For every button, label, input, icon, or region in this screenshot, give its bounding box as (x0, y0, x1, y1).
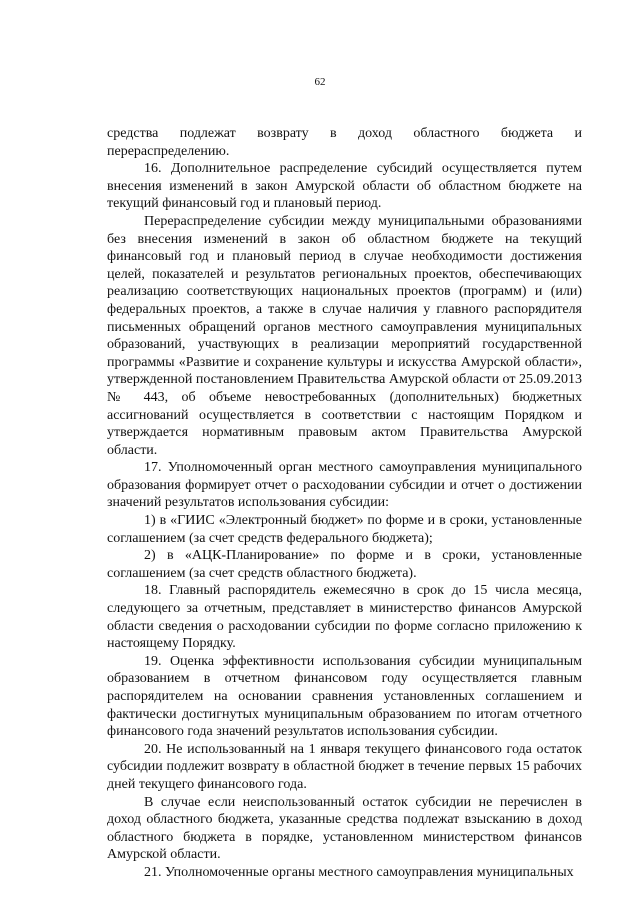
paragraph-20: 20. Не использованный на 1 января текущего финансового года остаток субсидии подлежит возврату в областной бюджет в течение первых 15 рабочих дней текущего финансового года. (107, 741, 582, 792)
document-body (107, 125, 582, 882)
paragraph-unused-balance: В случае если неиспользованный остаток субсидии не перечислен в доход областного бюджета, указанные средства подлежат взысканию в доход областного бюджета в порядке, установленном министерством финансов Амурской области. (107, 794, 582, 863)
paragraph-17-item-1: 1) в «ГИИС «Электронный бюджет» по форме и в сроки, установленные соглашением (за счет средств федерального бюджета); (107, 513, 582, 546)
page-number: 62 (314, 76, 326, 88)
paragraph-continuation: средства подлежат возврату в доход областного бюджета и перераспределению. (107, 126, 582, 159)
paragraph-19: 19. Оценка эффективности использования субсидии муниципальным образованием в отчетном финансовом году осуществляется главным распорядителем на основании сравнения установленных соглашением и фактически достигнутых муниципальным образованием по итогам отчетного финансового года значений результатов использования субсидии. (107, 653, 582, 740)
paragraph-17: 17. Уполномоченный орган местного самоуправления муниципального образования формирует отчет о расходовании субсидии и отчет о достижении значений результатов использования субсидии: (107, 460, 582, 511)
paragraph-17-item-2: 2) в «АЦК-Планирование» по форме и в сроки, установленные соглашением (за счет средств областного бюджета). (107, 548, 582, 581)
paragraph-21: 21. Уполномоченные органы местного самоуправления муниципальных (144, 864, 574, 880)
paragraph-16: 16. Дополнительное распределение субсидий осуществляется путем внесения изменений в закон Амурской области об областном бюджете на текущий финансовый год и плановый период. (107, 161, 582, 212)
paragraph-18: 18. Главный распорядитель ежемесячно в срок до 15 числа месяца, следующего за отчетным, представляет в министерство финансов Амурской области сведения о расходовании субсидии по форме согласно приложению к настоящему Порядку. (107, 583, 582, 652)
paragraph-redistribution: Перераспределение субсидии между муниципальными образованиями без внесения изменений в закон об областном бюджете на текущий финансовый год и плановый период в случае необходимости достижения целей, показателей и результатов региональных проектов, обеспечивающих реализацию соответствующих национальных проектов (программ) и (или) федеральных проектов, а также в случае наличия у главного распорядителя письменных обращений органов местного самоуправления муниципальных образований, участвующих в реализации мероприятий государственной программы «Развитие и сохранение культуры и искусства Амурской области», утвержденной постановлением Правительства Амурской области от 25.09.2013 № 443, об объеме невостребованных (дополнительных) бюджетных ассигнований осуществляется в соответствии с настоящим Порядком и утверждается нормативным правовым актом Правительства Амурской области. (107, 213, 582, 458)
